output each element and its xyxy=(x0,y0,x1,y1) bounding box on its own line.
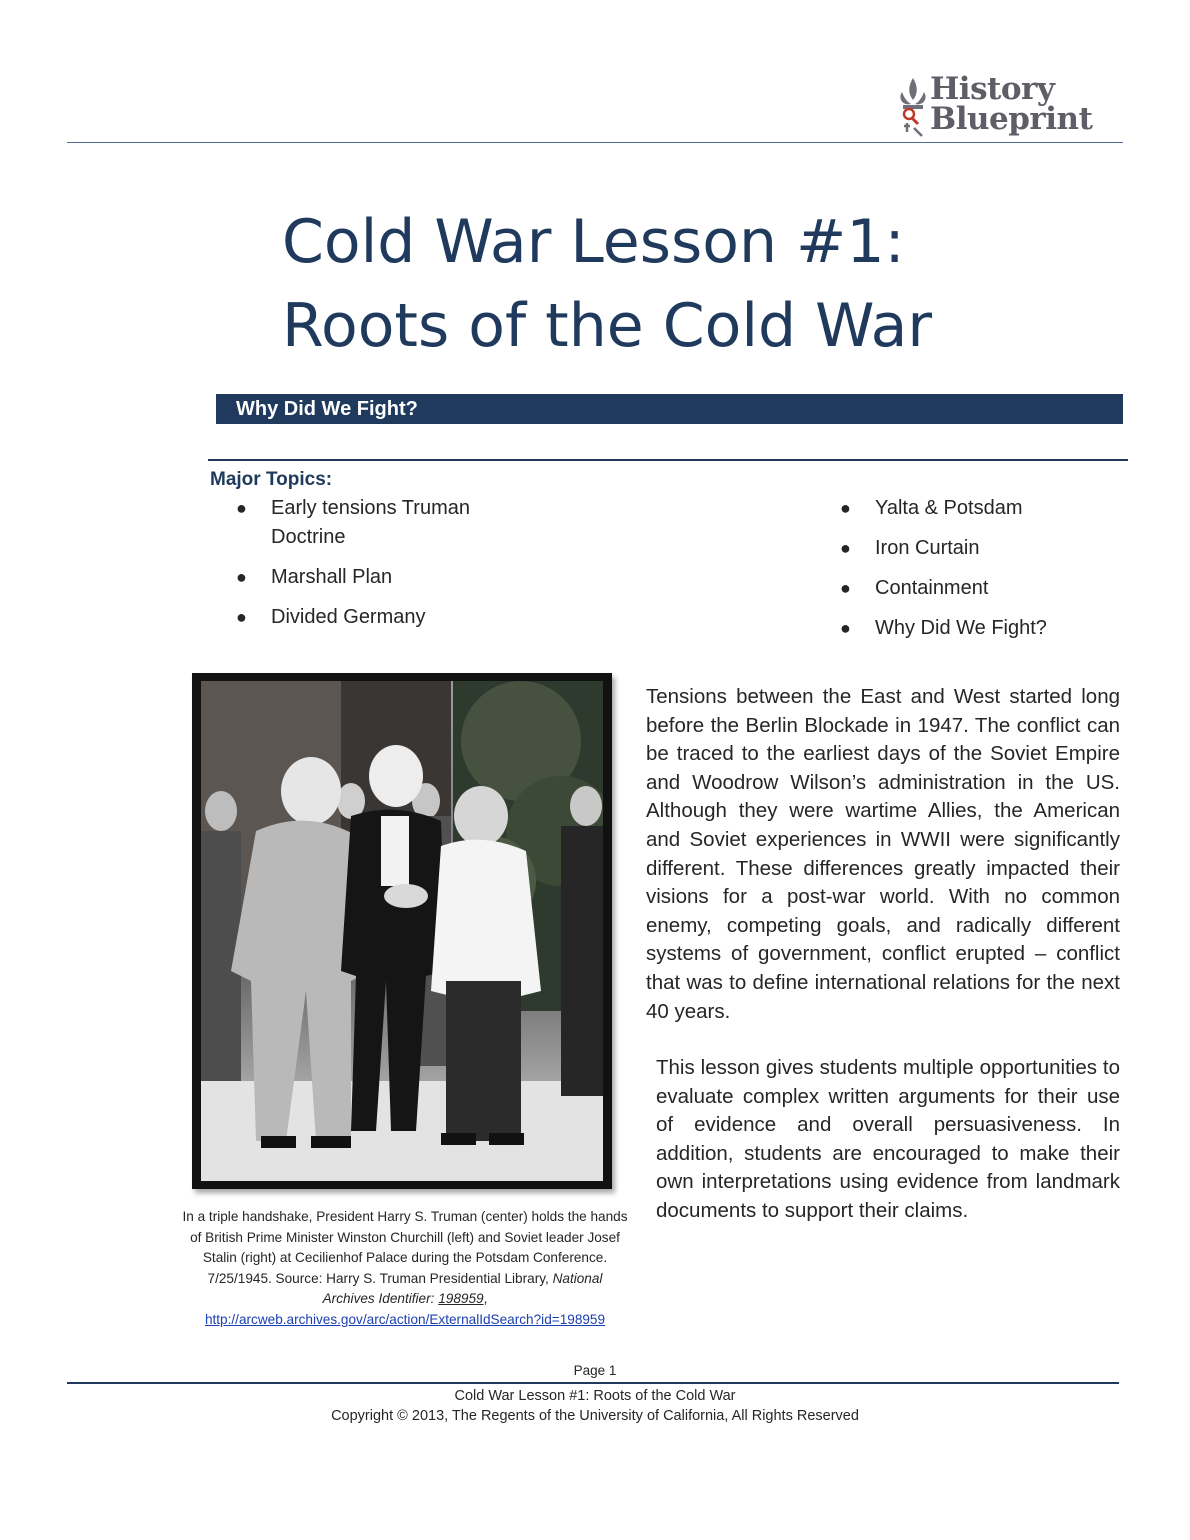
footer-divider xyxy=(67,1382,1119,1384)
topic-text: Why Did We Fight? xyxy=(875,617,1047,639)
header-divider xyxy=(67,142,1123,143)
bullet-icon: ● xyxy=(840,578,851,598)
footer-title: Cold War Lesson #1: Roots of the Cold War xyxy=(454,1388,736,1404)
topic-item xyxy=(830,614,1130,643)
section-banner-label: Why Did We Fight? xyxy=(236,398,418,420)
fleur-de-lis-icon xyxy=(896,74,930,138)
page-number: Page 1 xyxy=(573,1363,617,1378)
lesson-paragraph: This lesson gives students multiple opportunities to evaluate complex written arguments for their use of evidence and overall persuasiveness. In addition, students are encouraged to make their own interpretations using evidence from landmark documents to support their claims. xyxy=(656,1056,1120,1222)
caption-text: In a triple handshake, President Harry S. Truman (center) holds the hands of British Prime Minister Winston Churchill (left) and Soviet leader Josef Stalin (right) at Cecilienhof Palace during the Potsdam Conference. 7/25/1945. Source: Harry S. Truman Presidential Library, xyxy=(182,1209,628,1286)
topics-divider xyxy=(208,459,1128,461)
topics-list-right xyxy=(830,494,1130,654)
bullet-icon: ● xyxy=(840,538,851,558)
caption-identifier-number: 198959 xyxy=(438,1291,484,1307)
potsdam-photo xyxy=(192,673,612,1189)
topic-text: Iron Curtain xyxy=(875,537,980,559)
bullet-icon: ● xyxy=(236,498,247,518)
topic-text: Early tensions Truman Doctrine xyxy=(271,497,470,548)
photo-image xyxy=(201,681,603,1181)
history-blueprint-logo xyxy=(896,70,1116,144)
title-line-2: Roots of the Cold War xyxy=(282,291,933,361)
topic-item xyxy=(226,494,526,552)
topic-item xyxy=(226,563,526,592)
logo-word-history: History xyxy=(930,71,1055,107)
intro-paragraph: Tensions between the East and West started long before the Berlin Blockade in 1947. The conflict can be traced to the earliest days of the Soviet Empire and Woodrow Wilson’s administration in the US. Although they were wartime Allies, the American and Soviet experiences in WWII were significantly different. These differences greatly impacted their visions for a post-war world. With no common enemy, competing goals, and radically different systems of government, conflict erupted – conflict that was to define international relations for the next 40 years. xyxy=(646,685,1120,1023)
logo-word-blueprint: Blueprint xyxy=(930,101,1093,137)
topic-text: Containment xyxy=(875,577,989,599)
footer-copyright: Copyright © 2013, The Regents of the University of California, All Rights Reserved xyxy=(331,1408,859,1424)
topic-item xyxy=(226,603,526,632)
bullet-icon: ● xyxy=(840,498,851,518)
caption-identifier-label: National Archives Identifier: xyxy=(322,1270,603,1307)
topic-item xyxy=(830,574,1130,603)
topic-item xyxy=(830,494,1130,523)
topic-text: Yalta & Potsdam xyxy=(875,497,1023,519)
bullet-icon: ● xyxy=(236,607,247,627)
bullet-icon: ● xyxy=(236,567,247,587)
caption-source-link[interactable]: http://arcweb.archives.gov/arc/action/ExternalIdSearch?id=198959 xyxy=(204,1311,606,1327)
section-banner xyxy=(216,394,1123,424)
topics-list-left xyxy=(226,494,526,643)
photo-caption: In a triple handshake, President Harry S. Truman (center) holds the hands of British Prime Minister Winston Churchill (left) and Soviet leader Josef Stalin (right) at Cecilienhof Palace during the Potsdam Conference. 7/25/1945. Source: Harry S. Truman Presidential Library, National Archives Identifier: 198959, http://arcweb.archives.gov/arc/action/ExternalIdSearch?id=198959 xyxy=(182,1209,628,1327)
major-topics-heading: Major Topics: xyxy=(210,469,333,490)
topic-text: Marshall Plan xyxy=(271,566,393,588)
title-line-1: Cold War Lesson #1: xyxy=(282,207,905,277)
topic-item xyxy=(830,534,1130,563)
bullet-icon: ● xyxy=(840,618,851,638)
topic-text: Divided Germany xyxy=(271,606,426,628)
document-title xyxy=(282,200,1102,368)
